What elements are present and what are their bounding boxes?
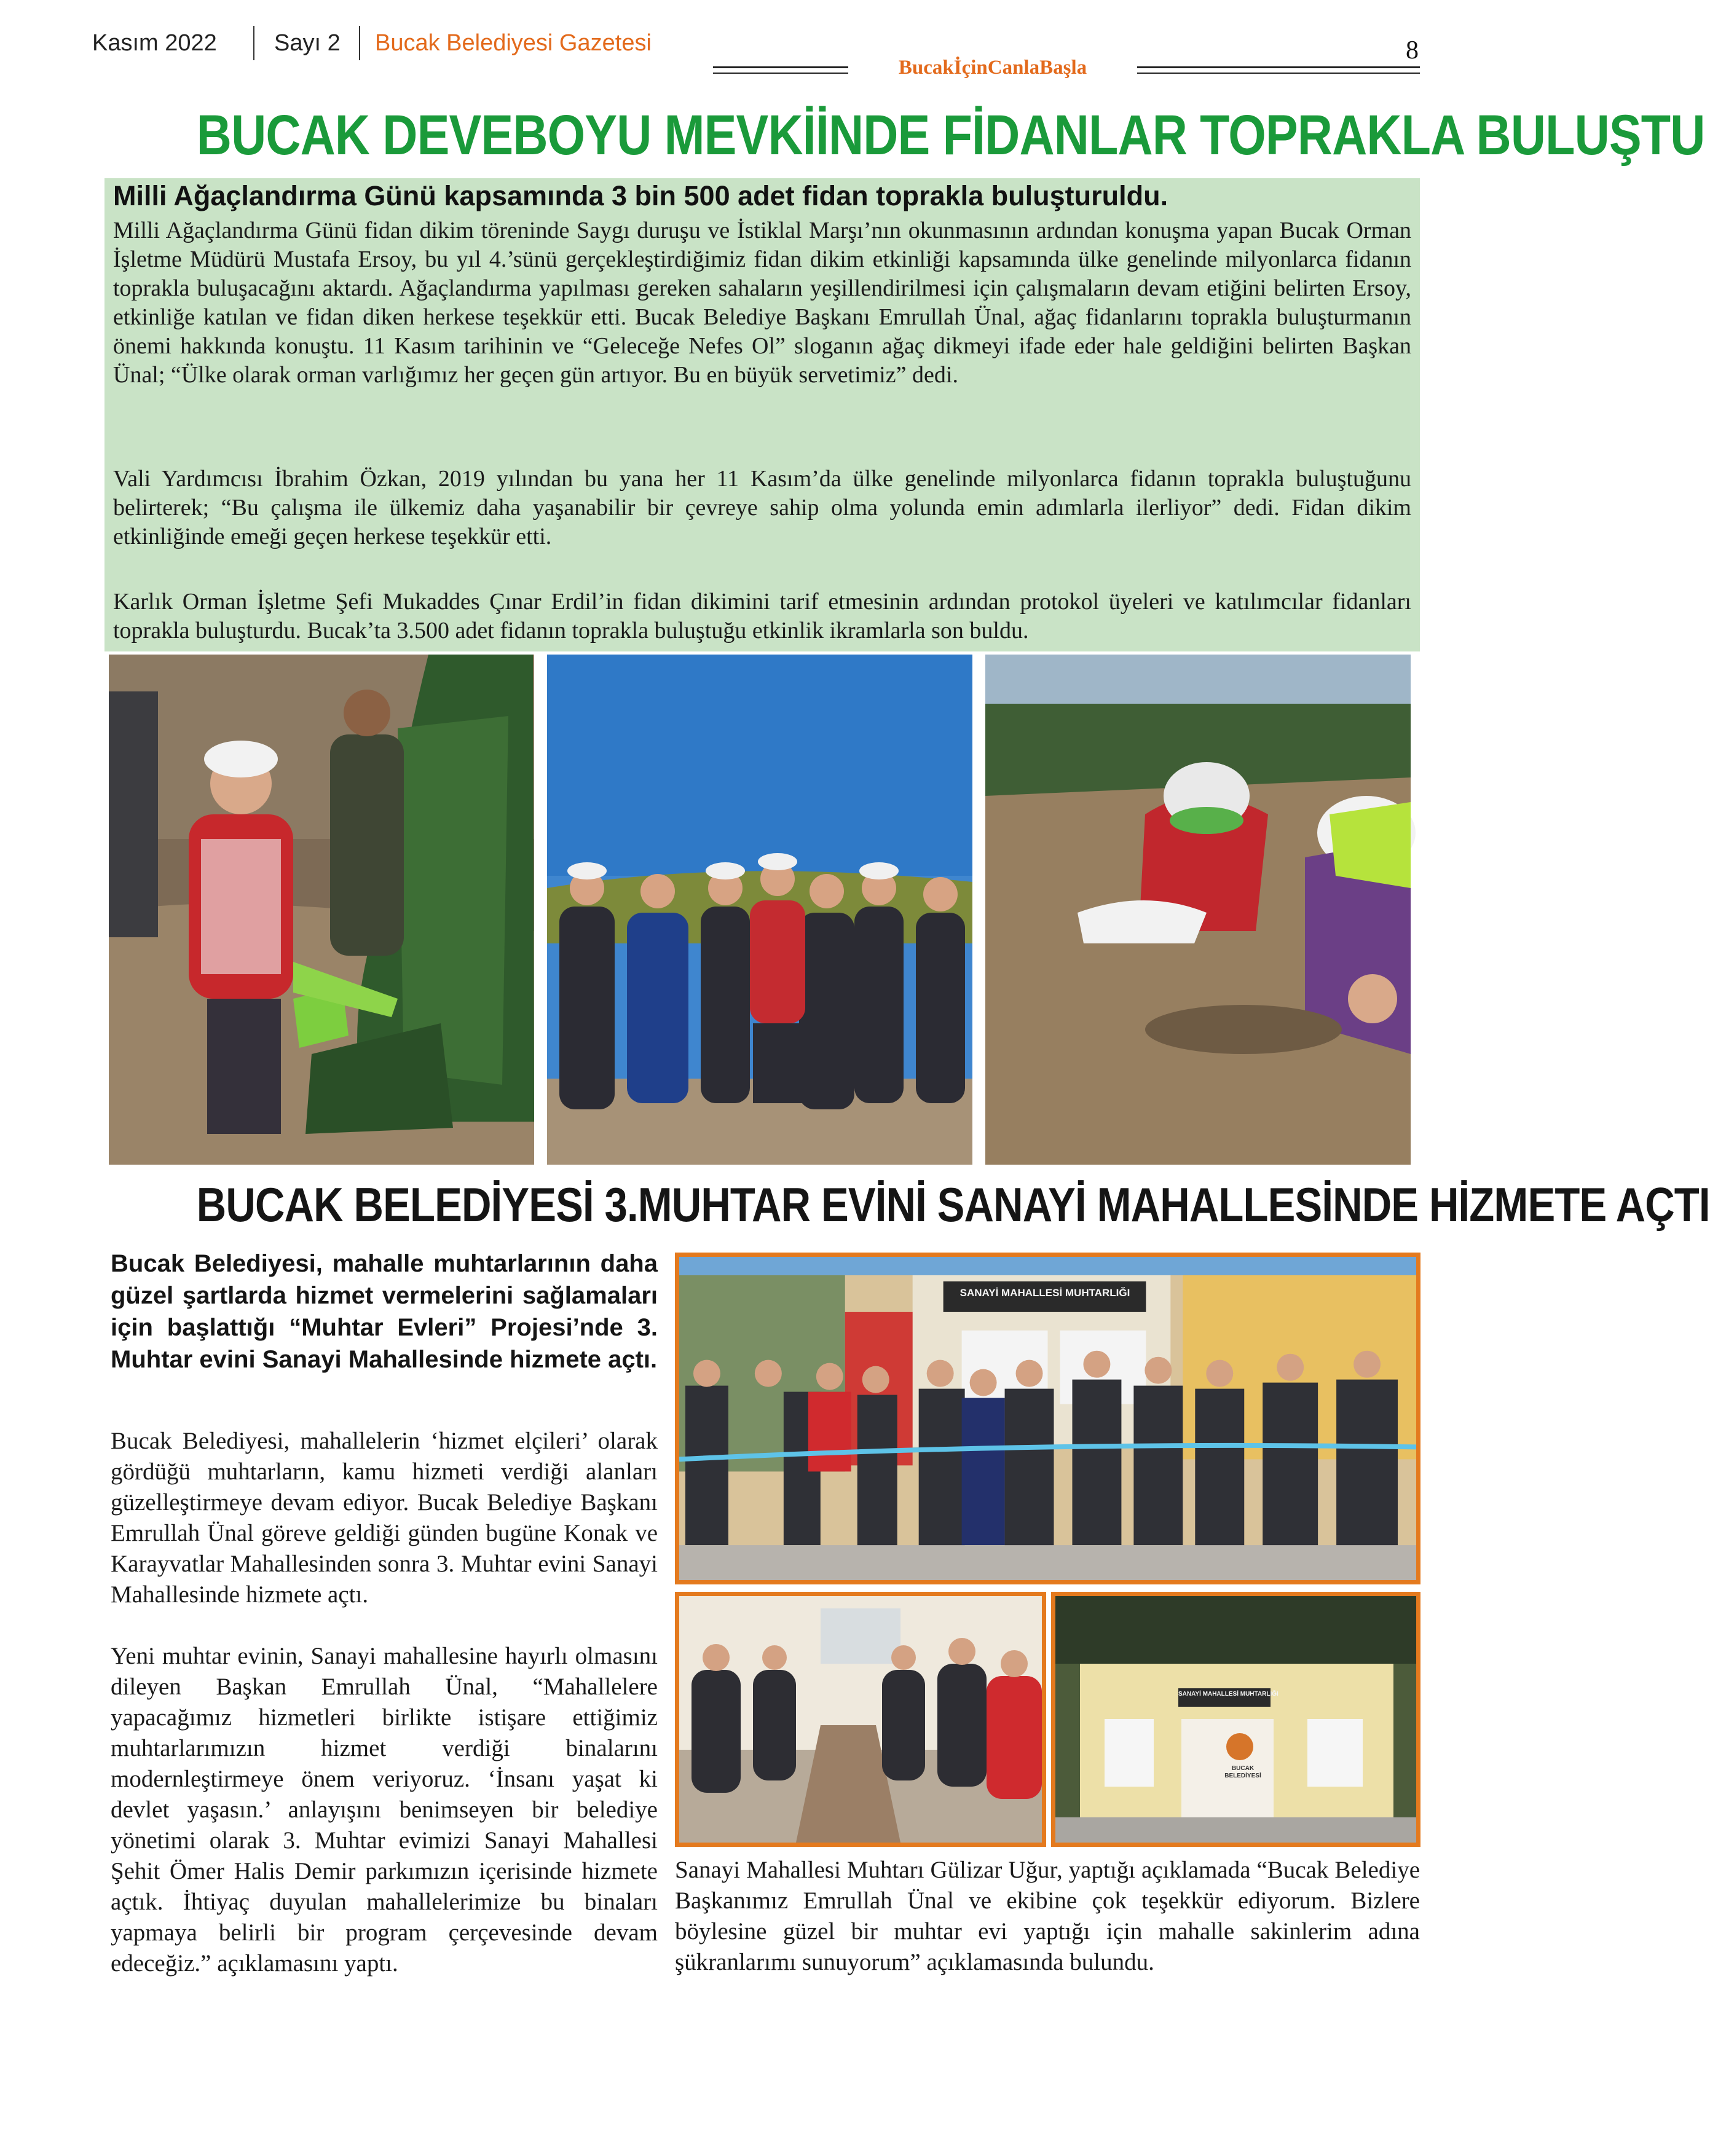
- article2-closing: Sanayi Mahallesi Muhtarı Gülizar Uğur, yaptığı açıklamada “Bucak Belediye Başkanımız Emrullah Ünal ve ekibine çok teşekkür ediyorum. Bizlere böylesine güzel bir muhtar evi yaptığı için mahalle sakinlerim adına şükranlarımı sunuyorum” açıklamasında bulundu.: [675, 1857, 1420, 1975]
- article1-subheadline: Milli Ağaçlandırma Günü kapsamında 3 bin 500 adet fidan toprakla buluşturuldu.: [113, 180, 1168, 211]
- article2-paragraph: Bucak Belediyesi, mahallelerin ‘hizmet elçileri’ olarak gördüğü muhtarların, kamu hizmeti verdiği alanları güzelleştirmeye devam ediyor. Bucak Belediye Başkanı Emrullah Ünal göreve geldiği günden bugüne Konak ve Karayvatlar Mahallesinden sonra 3. Muhtar evini Sanayi Mahallesinde hizmete açtı.: [111, 1428, 658, 1608]
- muhtarlik-sign-small: SANAYİ MAHALLESİ MUHTARLIĞI: [1178, 1691, 1279, 1698]
- slogan: BucakİçinCanlaBaşla: [898, 57, 1087, 79]
- photo-meeting: [679, 1596, 1042, 1843]
- article1-paragraph: Vali Yardımcısı İbrahim Özkan, 2019 yılından bu yana her 11 Kasım’da ülke genelinde milyonlarca fidanın toprakla buluştuğunu belirterek; “Bu çalışma ile ülkemiz daha yaşanabilir bir çevreye sahip olma yolunda emin adımlarla ilerliyor” dedi. Fidan dikim etkinliğinde emeği geçen herkese teşekkür etti.: [113, 466, 1411, 549]
- door-sign: BUCAK BELEDİYESİ: [1224, 1765, 1261, 1779]
- header-rule: [1137, 66, 1420, 68]
- photo-frame: [675, 1253, 1420, 1584]
- publication-name: Bucak Belediyesi Gazetesi: [375, 30, 652, 56]
- photo-frame: [675, 1592, 1046, 1847]
- article2-paragraph: Yeni muhtar evinin, Sanayi mahallesine hayırlı olmasını dileyen Başkan Emrullah Ünal, “Mahallelere yapacağımız hizmetleri birlikte istişare ettiğimiz muhtarlarımızın hizmet verdiği binalarını modernleştirmeye önem veriyoruz. ‘İnsanı yaşat ki devlet yaşasın.’ anlayışını benimseyen bir belediye yönetimi olarak 3. Muhtar evimizi Sanayi Mahallesi Şehit Ömer Halis Demir parkımızın içerisinde hizmete açtık. İhtiyaç duyulan mahallelerimize bu binaları yapmaya belirli bir program çerçevesinde devam edeceğiz.” açıklamasını yaptı.: [111, 1643, 658, 1977]
- photo-group: [547, 655, 972, 1165]
- header-rule: [713, 73, 848, 74]
- article1-paragraph: Milli Ağaçlandırma Günü fidan dikim töreninde Saygı duruşu ve İstiklal Marşı’nın okunmasının ardından konuşma yapan Bucak Orman İşletme Müdürü Mustafa Ersoy, bu yıl 4.’sünü gerçekleştirdiğimiz fidan dikim etkinliği kapsamında ülke genelinde milyonlarca fidanın toprakla buluşacağını aktardı. Ağaçlandırma yapılması gereken sahaların yeşillendirilmesi için çalışmaların devam etiğini belirten Ersoy, etkinliğe katılan ve fidan diken herkese teşekkür etti. Bucak Belediye Başkanı Emrullah Ünal, ağaç fidanlarını toprakla buluşturmanın önemi hakkında konuştu. 11 Kasım tarihinin ve “Geleceğe Nefes Ol” sloganın ağaç dikmeyi ifade eder hale geldiğini belirten Başkan Ünal; “Ülke olarak orman varlığımız her geçen gün artıyor. Bu en büyük servetimiz” dedi.: [113, 218, 1411, 388]
- photo-frame: [1051, 1592, 1420, 1847]
- header-divider: [359, 26, 360, 60]
- photo-planting: [985, 655, 1411, 1165]
- article1-headline: BUCAK DEVEBOYU MEVKİİNDE FİDANLAR TOPRAKLA BULUŞTU: [196, 104, 1705, 167]
- article1-paragraph: Karlık Orman İşletme Şefi Mukaddes Çınar Erdil’in fidan dikimini tarif etmesinin ardından protokol üyeleri ve katılımcılar fidanları toprakla buluşturdu. Bucak’ta 3.500 adet fidanın toprakla buluştuğu etkinlik ikramlarla son buldu.: [113, 589, 1411, 643]
- header-rule: [713, 66, 848, 68]
- header-divider: [253, 26, 254, 60]
- issue-number: Sayı 2: [274, 30, 341, 56]
- photo-ribbon-cutting: [679, 1257, 1416, 1580]
- photo-tree-watering: [109, 655, 534, 1165]
- photo-muhtar-house: [1055, 1596, 1416, 1843]
- article2-headline: BUCAK BELEDİYESİ 3.MUHTAR EVİNİ SANAYİ MAHALLESİNDE HİZMETE AÇTI: [196, 1178, 1710, 1232]
- article2-lead: Bucak Belediyesi, mahalle muhtarlarının daha güzel şartlarda hizmet vermelerini sağlamaları için başlattığı “Muhtar Evleri” Projesi’nde 3. Muhtar evini Sanayi Mahallesinde hizmete açtı.: [111, 1250, 658, 1373]
- page-number: 8: [1406, 36, 1419, 65]
- header-rule: [1137, 73, 1420, 74]
- muhtarlik-sign: SANAYİ MAHALLESİ MUHTARLIĞI: [959, 1287, 1130, 1299]
- issue-date: Kasım 2022: [92, 30, 217, 56]
